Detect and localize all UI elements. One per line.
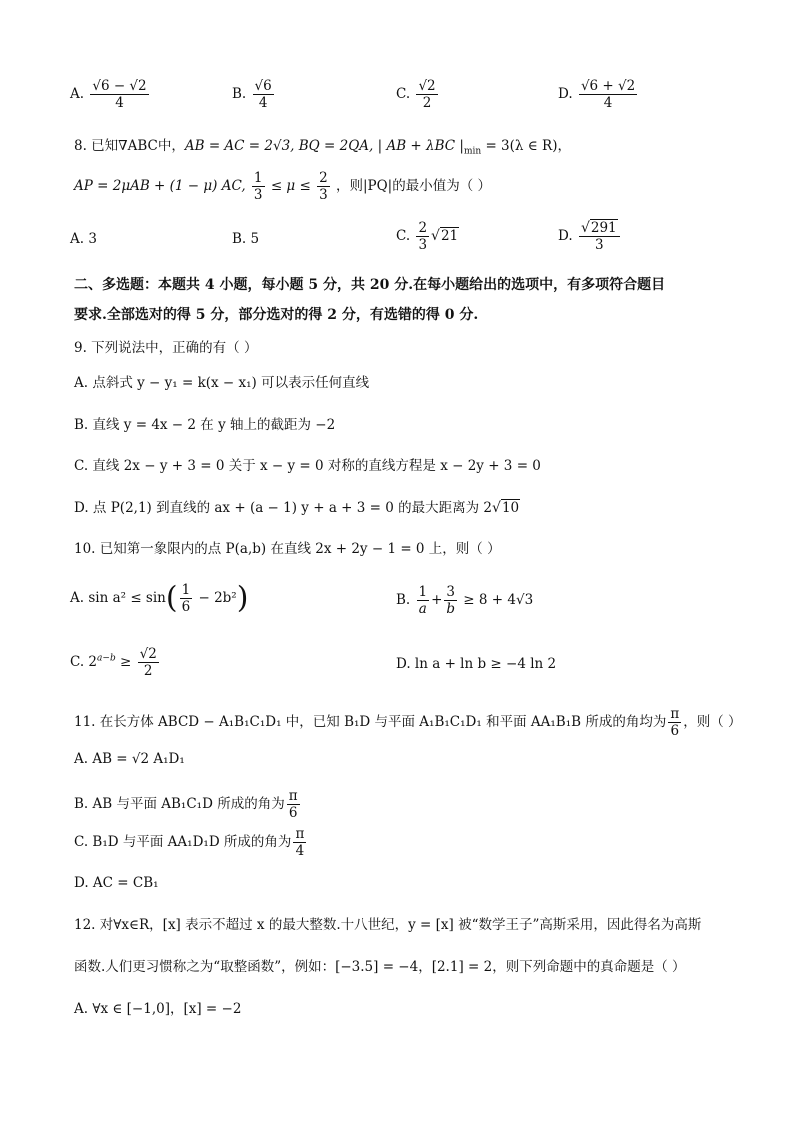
- q11-option-c: C. B₁D 与平面 AA₁D₁D 所成的角为 $\frac{\pi}{4}$: [74, 826, 305, 859]
- q9-option-c: C. 直线 2x − y + 3 = 0 关于 x − y = 0 对称的直线方程是 x − 2y + 3 = 0: [74, 458, 541, 474]
- q8-option-a: A. 3: [70, 231, 97, 247]
- q9-option-a: A. 点斜式 y − y₁ = k(x − x₁) 可以表示任何直线: [74, 375, 370, 391]
- q10-option-b: B. $\frac{1}{a}$ + $\frac{3}{b}$ ≥ 8 + 4√3: [396, 584, 534, 617]
- q8-stem-line2: AP = 2μAB + (1 − μ) AC, $\frac{1}{3}$ ≤ μ ≤ $\frac{2}{3}$ ，则|PQ|的最小值为（ ）: [74, 170, 492, 203]
- q12-option-a: A. ∀x ∈ [−1,0]，[x] = −2: [74, 1001, 242, 1017]
- q8-option-d: D. $\frac{√291}{3}$: [558, 220, 622, 253]
- q10-option-c: C. $2^{a-b}$ ≥ $\frac{√2}{2}$: [70, 646, 157, 679]
- q8-option-b: B. 5: [232, 231, 260, 247]
- section2-heading-line1: 二、多选题：本题共 4 小题，每小题 5 分，共 20 分.在每小题给出的选项中，有多项符合题目: [74, 277, 666, 293]
- section2-heading-line2: 要求.全部选对的得 5 分，部分选对的得 2 分，有选错的得 0 分.: [74, 307, 479, 323]
- q7-option-a: A. $\frac{√6 - √2}{4}$: [70, 78, 147, 111]
- q9-option-b: B. 直线 y = 4x − 2 在 y 轴上的截距为 −2: [74, 417, 336, 433]
- q7-option-d: D. $\frac{√6 + √2}{4}$: [558, 78, 636, 111]
- q10-option-a: A. sin a² ≤ sin( $\frac{1}{6}$ − 2b²): [70, 580, 249, 616]
- q11-option-d: D. AC = CB₁: [74, 875, 159, 891]
- q9-stem: 9. 下列说法中，正确的有（ ）: [74, 340, 258, 356]
- q10-stem: 10. 已知第一象限内的点 P(a,b) 在直线 2x + 2y − 1 = 0 上，则（ ）: [74, 541, 501, 557]
- q8-stem-line1: 8. 已知∇ABC中，AB = AC = 2√3, BQ = 2QA, | AB + λBC $|_{min} = 3(\lambda$ ∈ R)，: [74, 138, 571, 157]
- q8-option-c: C. $\frac{2}{3}$ √21: [396, 220, 459, 253]
- q11-option-a: A. AB = √2 A₁D₁: [74, 751, 185, 767]
- q7-option-c: C. $\frac{√2}{2}$: [396, 78, 436, 111]
- q11-stem: 11. 在长方体 ABCD − A₁B₁C₁D₁ 中，已知 B₁D 与平面 A₁B₁C₁D₁ 和平面 AA₁B₁B 所成的角均为 $\frac{\pi}{6}$ ，则（ ）: [74, 706, 742, 739]
- q9-option-d: D. 点 P(2,1) 到直线的 ax + (a − 1) y + a + 3 = 0 的最大距离为 2√10: [74, 500, 520, 516]
- q7-option-b: B. $\frac{√6}{4}$: [232, 78, 272, 111]
- q12-stem-line2: 函数.人们更习惯称之为“取整函数”，例如：[−3.5] = −4，[2.1] = 2，则下列命题中的真命题是（ ）: [74, 959, 686, 975]
- q12-stem-line1: 12. 对∀x∈R，[x] 表示不超过 x 的最大整数.十八世纪，y = [x] 被“数学王子”高斯采用，因此得名为高斯: [74, 917, 702, 933]
- q10-option-d: D. ln a + ln b ≥ −4 ln 2: [396, 656, 557, 672]
- q11-option-b: B. AB 与平面 AB₁C₁D 所成的角为 $\frac{\pi}{6}$: [74, 788, 298, 821]
